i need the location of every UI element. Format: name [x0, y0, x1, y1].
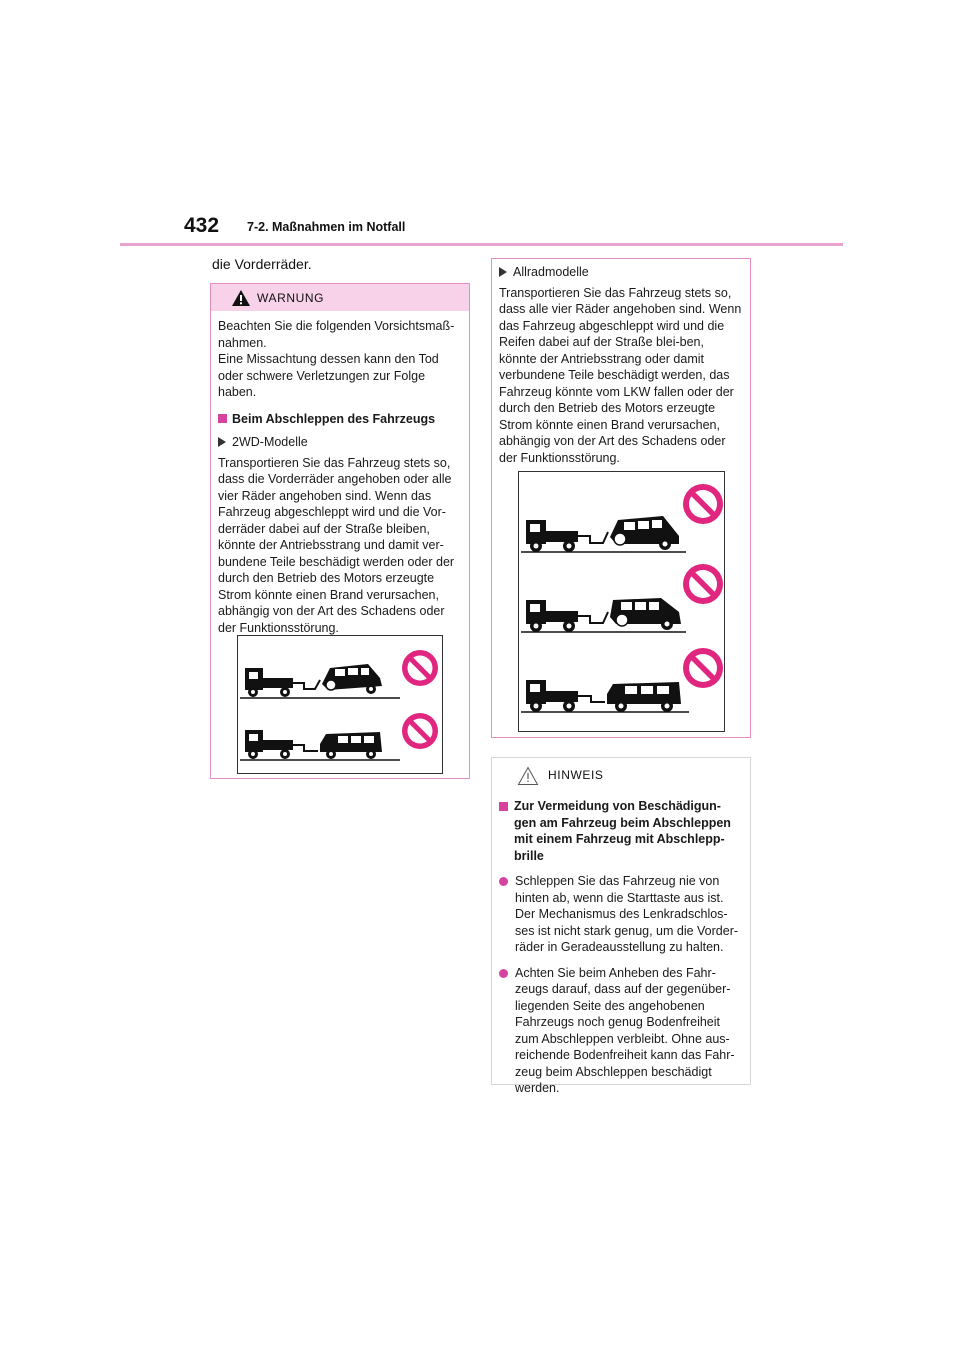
bullet-dot-icon [499, 969, 508, 978]
text-4wd: Transportieren Sie das Fahrzeug stets so, dass alle vier Räder angehoben sind. Wenn das Fahrzeug abgeschleppt wird und die Reifen dabei auf der Straße blei-ben, könnte der Antriebsstrang oder damit verbundene Teile beschädigt werden, das Fahrzeug könnte vom LKW fallen oder der durch den Betrieb des Motors erzeugte Strom könnte einen Brand verursachen, abhängig von der Art des Schadens oder der Funktionsstörung. [499, 285, 742, 465]
note-box [491, 757, 751, 1095]
warning-header [211, 284, 469, 311]
prohibition-icon-2 [683, 564, 723, 604]
section-square-icon [499, 802, 508, 811]
intro-text: die Vorderräder. [212, 256, 312, 272]
tow-truck-front-lift-illustration [240, 664, 400, 698]
section-title: 7-2. Maßnahmen im Notfall [247, 220, 406, 234]
tow-truck-flat-tow-illustration [521, 680, 689, 712]
subheading-2wd: 2WD-Modelle [218, 434, 464, 451]
page-number: 432 [184, 214, 220, 237]
caution-triangle-outline-icon [517, 766, 539, 786]
section-square-icon [218, 414, 227, 423]
subheading-4wd: Allradmodelle [499, 264, 745, 281]
prohibition-icon-2 [402, 713, 438, 749]
prohibition-icon-1 [683, 484, 723, 524]
note-bullet-2: Achten Sie beim Anheben des Fahr-zeugs darauf, dass auf der gegenüber-liegenden Seite des angehobenen Fahrzeugs noch genug Bodenfreiheit zum Abschleppen verbleibt. Ohne aus-reichende Bodenfreiheit kann das Fahr-zeug beim Abschleppen beschädigt werden. [499, 965, 745, 1097]
warning-label: WARNUNG [257, 291, 325, 305]
warning-heading-towing: Beim Abschleppen des Fahrzeugs [218, 411, 464, 428]
arrow-right-icon [218, 437, 226, 447]
prohibition-icon-3 [683, 648, 723, 688]
header-rule [120, 243, 843, 246]
warning-box-continued [491, 258, 751, 738]
tow-truck-rear-lift-illustration [240, 730, 400, 760]
note-header [492, 758, 750, 792]
note-bullet-1: Schleppen Sie das Fahrzeug nie von hinten ab, wenn die Starttaste aus ist. Der Mechanismus des Lenkradschlos-ses ist nicht stark genug, um die Vorder-räder in Geradeausstellung zu halten. [499, 873, 745, 956]
tow-truck-front-lift-illustration [521, 516, 686, 552]
towing-figure-2wd [237, 635, 443, 774]
prohibition-icon-1 [402, 650, 438, 686]
warning-box [210, 283, 470, 779]
arrow-right-icon [499, 267, 507, 277]
bullet-dot-icon [499, 877, 508, 886]
warning-intro: Beachten Sie die folgenden Vorsichtsmaß-nahmen. Eine Missachtung dessen kann den Tod oder schwere Verletzungen zur Folge haben. [218, 319, 455, 399]
towing-figure-4wd [518, 471, 725, 732]
note-label: HINWEIS [548, 768, 604, 782]
warning-triangle-icon [231, 289, 251, 307]
text-2wd: Transportieren Sie das Fahrzeug stets so, dass die Vorderräder angehoben oder alle vier Räder angehoben sind. Wenn das Fahrzeug abgeschleppt wird und die Vor-derräder dabei auf der Straße bleiben, könnte der Antriebsstrang und damit ver-bundene Teile beschädigt werden oder der durch den Betrieb des Motors erzeugte Strom könnte einen Brand verursachen, abhängig von der Art des Schadens oder der Funktionsstörung. [218, 455, 455, 635]
tow-truck-rear-lift-illustration [521, 598, 686, 632]
note-heading: Zur Vermeidung von Beschädigun-gen am Fahrzeug beim Abschleppen mit einem Fahrzeug mit Abschlepp-brille [499, 798, 742, 864]
